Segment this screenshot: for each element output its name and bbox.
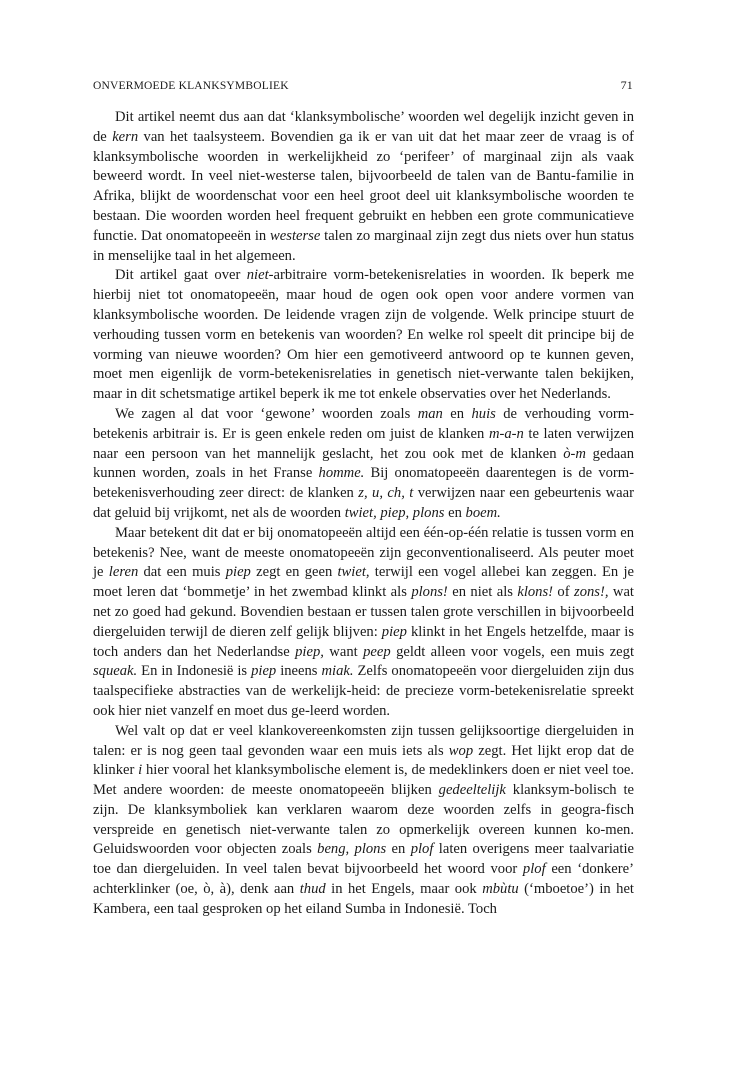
italic-term: beng, plons xyxy=(317,841,387,858)
italic-term: wop xyxy=(448,742,474,759)
text-run: dat een muis xyxy=(138,564,226,581)
text-run: wat net zo goed had gekund. Bovendien bestaan er tussen talen grote verschillen in bijvoorbeeld diergeluiden terwijl de dieren zelf gelijk blijven: xyxy=(93,584,634,640)
text-run: klinkt in het Engels hetzelfde, maar is toch anders dan het Nederlandse xyxy=(93,623,634,660)
italic-term: klons! xyxy=(517,584,554,601)
italic-term: ò-m xyxy=(563,445,586,462)
text-run: of xyxy=(553,584,575,601)
italic-term: i xyxy=(138,762,143,779)
italic-term: twiet, xyxy=(337,564,370,581)
text-run: zegt. Het lijkt erop dat de klinker xyxy=(93,742,634,779)
italic-term: homme. xyxy=(318,465,365,482)
text-run: terwijl een vogel allebei kan zeggen. En je moet leren dat ‘bommetje’ in het zwembad klinkt als xyxy=(93,564,634,601)
text-run: de verhouding vorm-betekenis arbitrair is. Er is geen enkele reden om juist de klanken xyxy=(93,405,634,442)
text-run: gedaan kunnen worden, zoals in het Franse xyxy=(93,445,634,482)
italic-term: niet- xyxy=(246,267,274,284)
text-run: te laten verwijzen naar een persoon van het mannelijk geslacht, het zou ook met de klanken xyxy=(93,425,635,462)
italic-term: piep xyxy=(381,623,407,640)
italic-term: plof xyxy=(522,861,546,878)
italic-term: piep xyxy=(251,663,277,680)
text-run: ineens xyxy=(276,663,322,680)
text-run: En in Indonesië is xyxy=(137,663,252,680)
italic-term: plof xyxy=(410,841,434,858)
text-run: Bij onomatopeeën daarentegen is de vorm-betekenisverhouding zeer direct: de klanken xyxy=(93,465,634,502)
italic-term: man xyxy=(417,405,443,422)
text-run: We zagen al dat voor ‘gewone’ woorden zoals xyxy=(115,405,418,422)
paragraph xyxy=(93,524,634,722)
italic-term: mbùtu xyxy=(482,881,519,898)
article-body xyxy=(93,108,634,920)
text-run: talen zo marginaal zijn zegt dus niets over hun status in menselijke taal in het algemeen. xyxy=(93,227,635,264)
paragraph xyxy=(93,108,634,266)
text-run: klanksym-bolisch te zijn. De klanksymboliek kan verklaren waarom deze woorden zelfs in geogra-fisch verspreide en genetisch niet-verwante talen zo opmerkelijk overeen kunnen ko-men. Geluidswoorden voor objecten zoals xyxy=(93,782,634,858)
text-run: een ‘donkere’ achterklinker (oe, ò, à), denk aan xyxy=(93,861,634,898)
text-run: zegt en geen xyxy=(250,564,338,581)
italic-term: m-a-n xyxy=(488,425,524,442)
italic-term: piep, xyxy=(295,643,324,660)
text-run: Dit artikel gaat over xyxy=(115,267,247,284)
italic-term: miak. xyxy=(321,663,354,680)
text-run: van het taalsysteem. Bovendien ga ik er van uit dat het maar zeer de vraag is of klanksymbolische woorden in werkelijkheid zo ‘perifeer’ of marginaal zijn als vaak beweerd wordt. In veel niet-westerse talen, bijvoorbeeld de talen van de Bantu-familie in Afrika, blijkt de woordenschat voor een heel groot deel uit klanksymbolische woorden te bestaan. Die woorden worden heel frequent gebruikt en hebben een grote communicatieve functie. Dat onomatopeeën in xyxy=(93,128,634,244)
italic-term: thud xyxy=(299,881,326,898)
italic-term: zons!, xyxy=(574,584,609,601)
italic-term: z, u, ch, t xyxy=(358,485,414,502)
text-run: want xyxy=(323,643,364,660)
italic-term: gedeeltelijk xyxy=(438,782,506,799)
text-run: arbitraire vorm-betekenisrelaties in woorden. Ik beperk me hierbij niet tot onomatopeeën, maar houd de ogen ook open voor andere vormen van klanksymbolische woorden. De leidende vragen zijn de volgende. Welk principe stuurt de verhouding tussen vorm en betekenis van woorden? En welke rol speelt dit principe bij de vorming van nieuwe woorden? Om hier een gemotiveerd antwoord op te kunnen geven, moet men eigenlijk de vorm-betekenisrelaties in genetisch niet-verwante talen bekijken, maar in dit schetsmatige artikel beperk ik me tot enkele observaties over het Nederlands. xyxy=(93,267,635,403)
text-run: in het Engels, maar ook xyxy=(325,881,483,898)
italic-term: huis xyxy=(471,405,496,422)
text-run: en niet als xyxy=(447,584,518,601)
page-number: 71 xyxy=(620,78,633,92)
text-run: en xyxy=(442,405,472,422)
italic-term: piep xyxy=(225,564,251,581)
text-run: (‘mboetoe’) in het Kambera, een taal gesproken op het eiland Sumba in Indonesië. Toch xyxy=(93,881,634,917)
italic-term: plons! xyxy=(411,584,448,601)
text-run: geldt alleen voor vogels, een muis zegt xyxy=(390,643,634,660)
text-run: Maar betekent dit dat er bij onomatopeeën altijd een één-op-één relatie is tussen vorm en betekenis? Nee, want de meeste onomatopeeën zijn geconventionaliseerd. Als peuter moet je xyxy=(93,524,634,581)
text-run: Dit artikel neemt dus aan dat ‘klanksymbolische’ woorden wel degelijk inzicht geven in de xyxy=(93,109,634,145)
text-run: en xyxy=(444,504,466,521)
text-run: laten overigens meer taalvariatie toe dan diergeluiden. In veel talen bevat bijvoorbeeld het woord voor xyxy=(93,841,634,878)
paragraph xyxy=(93,722,634,920)
text-run: Zelfs onomatopeeën voor diergeluiden zijn dus taalspecifieke abstracties van de werkelijk-heid: de precieze vorm-betekenisrelatie spreekt ook hier niet vanzelf en moet dus ge-leerd worden. xyxy=(93,663,634,719)
italic-term: squeak. xyxy=(93,663,138,680)
text-run: verwijzen naar een gebeurtenis waar dat geluid bij vrijkomt, net als de woorden xyxy=(93,485,634,521)
paragraph xyxy=(93,405,634,524)
running-header xyxy=(93,78,633,93)
paragraph xyxy=(93,266,634,405)
italic-term: westerse xyxy=(270,227,321,244)
text-run: en xyxy=(386,841,411,858)
italic-term: kern xyxy=(112,128,139,145)
italic-term: peep xyxy=(363,643,391,660)
running-title: ONVERMOEDE KLANKSYMBOLIEK xyxy=(93,80,289,92)
italic-term: leren xyxy=(108,564,139,581)
text-run: hier vooral het klanksymbolische element is, de medeklinkers doen er niet veel toe. Met andere woorden: de meeste onomatopeeën blijken xyxy=(93,762,634,799)
italic-term: twiet, piep, plons xyxy=(344,504,445,521)
italic-term: boem. xyxy=(465,504,501,521)
text-run: Wel valt op dat er veel klankovereenkomsten zijn tussen gelijksoortige diergeluiden in talen: er is nog geen taal gevonden waar een muis iets als xyxy=(93,722,634,759)
